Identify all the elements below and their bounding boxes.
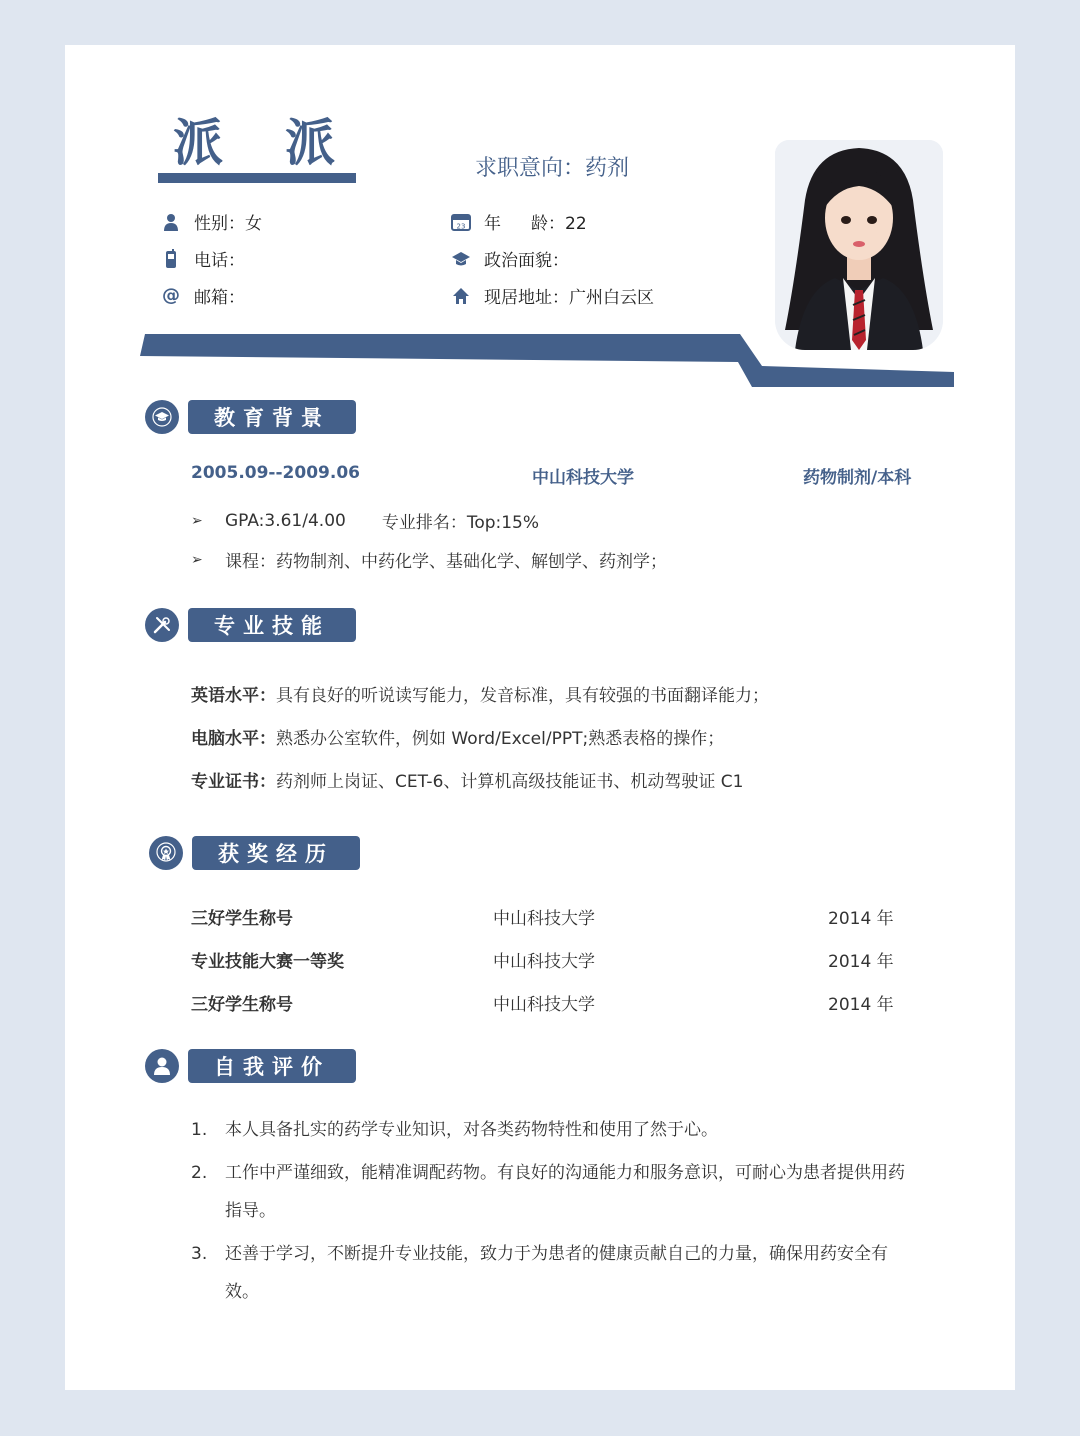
evaluation-item: [191, 1111, 921, 1151]
evaluation-number: 3.: [191, 1244, 208, 1264]
skills-section-icon: [145, 608, 179, 642]
name-second-char: 派: [285, 114, 337, 172]
education-major: 药物制剂/本科: [803, 468, 912, 488]
age-label: 年: [484, 214, 501, 234]
education-section-icon: [145, 400, 179, 434]
evaluation-item: [191, 1154, 921, 1234]
info-address: [450, 283, 654, 308]
award-org: 中山科技大学: [493, 952, 595, 972]
candidate-name: [173, 103, 337, 175]
arrow-bullet-icon: ➢: [191, 512, 203, 529]
section-title-evaluation: 自我评价: [188, 1049, 356, 1083]
header-band: [140, 330, 960, 390]
gender-text: 性别：女: [194, 214, 262, 234]
name-first-char: 派: [173, 114, 225, 172]
job-intent: 求职意向：药剂: [475, 156, 630, 181]
award-year: 2014 年: [828, 952, 894, 972]
award-org: 中山科技大学: [493, 909, 595, 929]
politics-text: 政治面貌：: [484, 251, 569, 271]
evaluation-number: 2.: [191, 1163, 208, 1183]
skill-certificates-text: 药剂师上岗证、CET-6、计算机高级技能证书、机动驾驶证 C1: [276, 772, 744, 792]
evaluation-section-icon: [145, 1049, 179, 1083]
skill-english-label: 英语水平：: [191, 686, 276, 706]
skill-english-text: 具有良好的听说读写能力，发音标准，具有较强的书面翻译能力；: [276, 686, 769, 706]
info-email: [160, 283, 245, 308]
person-icon: [153, 1056, 171, 1076]
awards-section-icon: [149, 836, 183, 870]
home-icon: [450, 285, 472, 307]
graduation-cap-icon: [450, 248, 472, 270]
education-courses-row: [191, 547, 667, 572]
info-gender: [160, 209, 262, 234]
profile-photo: [775, 140, 943, 350]
age-value: 龄：22: [531, 214, 587, 234]
section-title-skills: 专业技能: [188, 608, 356, 642]
section-title-awards: 获奖经历: [192, 836, 360, 870]
award-year: 2014 年: [828, 995, 894, 1015]
phone-icon: [160, 248, 182, 270]
graduation-cap-icon: [151, 407, 173, 427]
award-name: 专业技能大赛一等奖: [191, 952, 344, 972]
skill-computer-label: 电脑水平：: [191, 729, 276, 749]
email-text: 邮箱：: [194, 288, 245, 308]
evaluation-text: 工作中严谨细致，能精准调配药物。有良好的沟通能力和服务意识，可耐心为患者提供用药指导。: [225, 1163, 905, 1221]
phone-text: 电话：: [194, 251, 245, 271]
award-name: 三好学生称号: [191, 909, 293, 929]
resume-page: [65, 45, 1015, 1390]
medal-icon: [155, 842, 177, 864]
evaluation-number: 1.: [191, 1120, 208, 1140]
info-age: [450, 209, 587, 234]
skill-english: [191, 681, 769, 706]
person-icon: [160, 211, 182, 233]
gpa-text: GPA:3.61/4.00: [225, 510, 346, 531]
name-underline: [158, 173, 356, 183]
info-politics: [450, 246, 569, 271]
skill-computer: [191, 724, 724, 749]
award-org: 中山科技大学: [493, 995, 595, 1015]
skill-certificates: [191, 767, 743, 792]
courses-text: 课程：药物制剂、中药化学、基础化学、解刨学、药剂学；: [225, 552, 667, 572]
svg-text:23: 23: [456, 222, 466, 230]
section-title-education: 教育背景: [188, 400, 356, 434]
tools-icon: [152, 615, 172, 635]
education-gpa-row: [191, 508, 539, 533]
info-phone: [160, 246, 245, 271]
award-name: 三好学生称号: [191, 995, 293, 1015]
skill-certificates-label: 专业证书：: [191, 772, 276, 792]
arrow-bullet-icon: ➢: [191, 551, 203, 568]
rank-text: 专业排名：Top:15%: [381, 513, 540, 533]
education-period: 2005.09--2009.06: [191, 463, 360, 483]
education-school: 中山科技大学: [532, 468, 634, 488]
at-icon: @: [162, 285, 180, 306]
address-text: 现居地址：广州白云区: [484, 288, 654, 308]
award-year: 2014 年: [828, 909, 894, 929]
evaluation-text: 还善于学习，不断提升专业技能，致力于为患者的健康贡献自己的力量，确保用药安全有效。: [225, 1244, 888, 1302]
calendar-icon: [450, 211, 472, 233]
skill-computer-text: 熟悉办公室软件，例如 Word/Excel/PPT;熟悉表格的操作；: [276, 729, 725, 749]
evaluation-text: 本人具备扎实的药学专业知识，对各类药物特性和使用了然于心。: [225, 1120, 718, 1140]
evaluation-item: [191, 1235, 921, 1315]
